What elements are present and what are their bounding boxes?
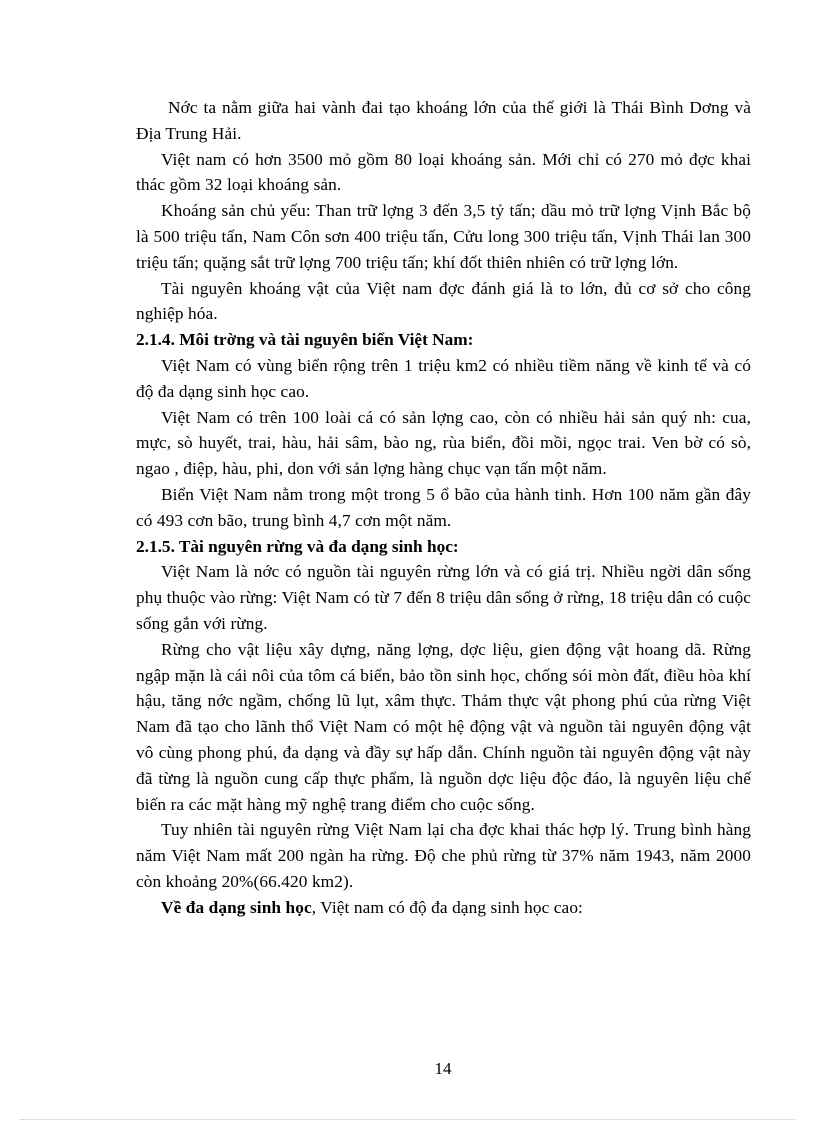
paragraph-forest-uses: Rừng cho vật liệu xây dựng, năng lợng, dợc liệu, gien động vật hoang dã. Rừng ngập mặn là cái nôi của tôm cá biển, bảo tồn sinh học, chống sói mòn đất, điều hòa khí hậu, tăng nớc ngầm, chống lũ lụt, xâm thực. Thảm thực vật phong phú của rừng Việt Nam đã tạo cho lãnh thổ Việt Nam có một hệ động vật và nguồn tài nguyên động vật vô cùng phong phú, đa dạng và đầy sự hấp dẫn. Chính nguồn tài nguyên động vật này đã từng là nguồn cung cấp thực phẩm, là nguồn dợc liệu độc đáo, là nguyên liệu chế biến ra các mặt hàng mỹ nghệ trang điểm cho cuộc sống. <box>136 639 751 814</box>
paragraph-mine-count: Việt nam có hơn 3500 mỏ gồm 80 loại khoáng sản. Mới chỉ có 270 mỏ đợc khai thác gồm 32 loại khoáng sản. <box>136 149 751 195</box>
biodiversity-lead: Về đa dạng sinh học <box>161 897 312 917</box>
page-number: 14 <box>434 1059 452 1078</box>
paragraph-forest-loss: Tuy nhiên tài nguyên rừng Việt Nam lại cha đợc khai thác hợp lý. Trung bình hàng năm Việt Nam mất 200 ngàn ha rừng. Độ che phủ rừng từ 37% năm 1943, năm 2000 còn khoảng 20%(66.420 km2). <box>136 820 751 891</box>
paragraph-main-minerals: Khoáng sản chủ yếu: Than trữ lợng 3 đến 3,5 tỷ tấn; dầu mỏ trữ lợng Vịnh Bắc bộ là 500 triệu tấn, Nam Côn sơn 400 triệu tấn, Cửu long 300 triệu tấn, Vịnh Thái lan 300 triệu tấn; quặng sắt trữ lợng 700 triệu tấn; khí đốt thiên nhiên có trữ lợng lớn. <box>136 201 751 272</box>
section-heading-2-1-5: 2.1.5. Tài nguyên rừng và đa dạng sinh học: <box>136 536 459 556</box>
section-heading-2-1-4: 2.1.4. Môi trờng và tài nguyên biển Việt Nam: <box>136 330 474 350</box>
paragraph-sea-area: Việt Nam có vùng biển rộng trên 1 triệu km2 có nhiều tiềm năng về kinh tế và có độ đa dạng sinh học cao. <box>136 355 751 401</box>
paragraph-seafood: Việt Nam có trên 100 loài cá có sản lợng cao, còn có nhiều hải sản quý nh: cua, mực, sò huyết, trai, hàu, hải sâm, bào ng, rùa biển, đồi mồi, ngọc trai. Ven bờ có sò, ngao , điệp, hàu, phi, don với sản lợng hàng chục vạn tấn một năm. <box>136 407 751 479</box>
biodiversity-text: , Việt nam có độ đa dạng sinh học cao: <box>311 897 583 917</box>
paragraph-biodiversity <box>136 895 751 921</box>
paragraph-forest-resources: Việt Nam là nớc có nguồn tài nguyên rừng lớn và có giá trị. Nhiều ngời dân sống phụ thuộc vào rừng: Việt Nam có từ 7 đến 8 triệu dân sống ở rừng, 18 triệu dân có cuộc sống gắn với rừng. <box>136 562 751 633</box>
footer-divider <box>20 1119 796 1120</box>
paragraph-mineral-belts: Nớc ta nằm giữa hai vành đai tạo khoáng lớn của thế giới là Thái Bình Dơng và Địa Trung Hải. <box>136 98 751 143</box>
paragraph-storms: Biển Việt Nam nằm trong một trong 5 ổ bão của hành tinh. Hơn 100 năm gần đây có 493 cơn bão, trung bình 4,7 cơn một năm. <box>136 484 751 530</box>
page-body <box>136 95 751 921</box>
paragraph-mineral-assessment: Tài nguyên khoáng vật của Việt nam đợc đánh giá là to lớn, đủ cơ sở cho công nghiệp hóa. <box>136 278 751 324</box>
